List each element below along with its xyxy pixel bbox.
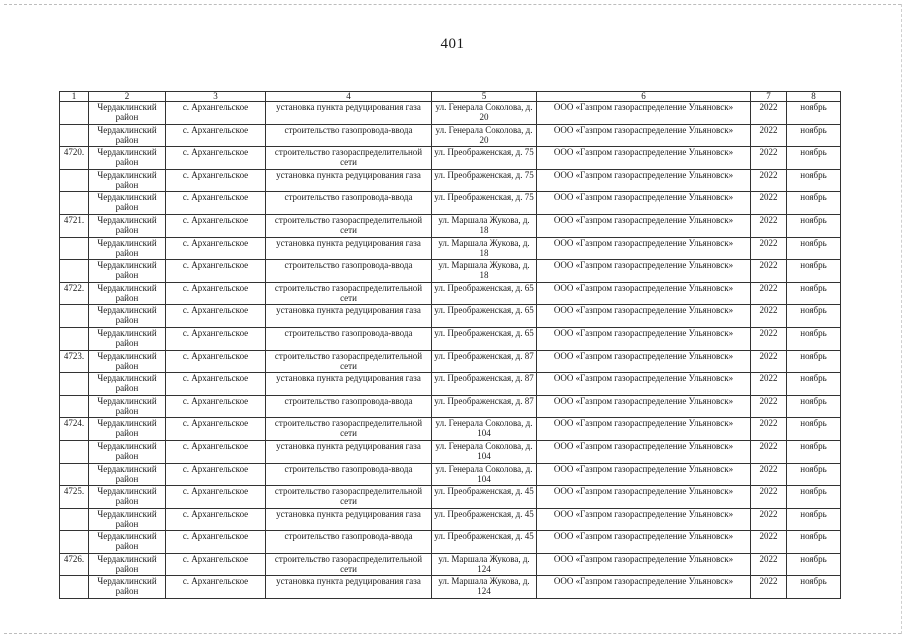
organization-cell: ООО «Газпром газораспределение Ульяновск» bbox=[537, 192, 751, 215]
organization-cell: ООО «Газпром газораспределение Ульяновск» bbox=[537, 350, 751, 373]
region-cell: Чердаклинский район bbox=[89, 305, 166, 328]
year-cell: 2022 bbox=[751, 192, 787, 215]
month-cell: ноябрь bbox=[787, 102, 841, 125]
locality-cell: с. Архангельское bbox=[166, 260, 266, 283]
address-cell: ул. Преображенская, д. 75 bbox=[432, 192, 537, 215]
table-row bbox=[60, 418, 841, 441]
gasification-table bbox=[59, 91, 841, 599]
year-cell: 2022 bbox=[751, 305, 787, 328]
header-col-3: 3 bbox=[166, 92, 266, 102]
region-cell: Чердаклинский район bbox=[89, 327, 166, 350]
header-col-2: 2 bbox=[89, 92, 166, 102]
work-type-cell: установка пункта редуцирования газа bbox=[266, 440, 432, 463]
row-number bbox=[60, 508, 89, 531]
address-cell: ул. Преображенская, д. 65 bbox=[432, 282, 537, 305]
row-number bbox=[60, 260, 89, 283]
top-border-line bbox=[4, 4, 901, 5]
month-cell: ноябрь bbox=[787, 192, 841, 215]
locality-cell: с. Архангельское bbox=[166, 192, 266, 215]
year-cell: 2022 bbox=[751, 282, 787, 305]
locality-cell: с. Архангельское bbox=[166, 327, 266, 350]
organization-cell: ООО «Газпром газораспределение Ульяновск» bbox=[537, 440, 751, 463]
organization-cell: ООО «Газпром газораспределение Ульяновск» bbox=[537, 486, 751, 509]
year-cell: 2022 bbox=[751, 124, 787, 147]
page-number: 401 bbox=[440, 36, 465, 52]
address-cell: ул. Генерала Соколова, д. 20 bbox=[432, 124, 537, 147]
work-type-cell: строительство газопровода-ввода bbox=[266, 531, 432, 554]
row-number bbox=[60, 169, 89, 192]
year-cell: 2022 bbox=[751, 508, 787, 531]
work-type-cell: строительство газопровода-ввода bbox=[266, 260, 432, 283]
locality-cell: с. Архангельское bbox=[166, 102, 266, 125]
month-cell: ноябрь bbox=[787, 440, 841, 463]
locality-cell: с. Архангельское bbox=[166, 463, 266, 486]
locality-cell: с. Архангельское bbox=[166, 553, 266, 576]
header-col-7: 7 bbox=[751, 92, 787, 102]
row-number bbox=[60, 373, 89, 396]
month-cell: ноябрь bbox=[787, 327, 841, 350]
organization-cell: ООО «Газпром газораспределение Ульяновск» bbox=[537, 147, 751, 170]
table-row bbox=[60, 395, 841, 418]
table-row bbox=[60, 350, 841, 373]
table-row bbox=[60, 576, 841, 599]
address-cell: ул. Преображенская, д. 87 bbox=[432, 373, 537, 396]
right-border-line bbox=[901, 4, 902, 634]
year-cell: 2022 bbox=[751, 260, 787, 283]
table-row bbox=[60, 282, 841, 305]
year-cell: 2022 bbox=[751, 440, 787, 463]
month-cell: ноябрь bbox=[787, 237, 841, 260]
locality-cell: с. Архангельское bbox=[166, 282, 266, 305]
region-cell: Чердаклинский район bbox=[89, 395, 166, 418]
row-number: 4721. bbox=[60, 214, 89, 237]
work-type-cell: строительство газопровода-ввода bbox=[266, 192, 432, 215]
organization-cell: ООО «Газпром газораспределение Ульяновск» bbox=[537, 169, 751, 192]
year-cell: 2022 bbox=[751, 237, 787, 260]
locality-cell: с. Архангельское bbox=[166, 169, 266, 192]
address-cell: ул. Маршала Жукова, д. 18 bbox=[432, 214, 537, 237]
table-row bbox=[60, 214, 841, 237]
address-cell: ул. Преображенская, д. 45 bbox=[432, 531, 537, 554]
locality-cell: с. Архангельское bbox=[166, 440, 266, 463]
row-number bbox=[60, 237, 89, 260]
work-type-cell: строительство газопровода-ввода bbox=[266, 327, 432, 350]
address-cell: ул. Маршала Жукова, д. 124 bbox=[432, 576, 537, 599]
row-number bbox=[60, 305, 89, 328]
header-col-4: 4 bbox=[266, 92, 432, 102]
month-cell: ноябрь bbox=[787, 305, 841, 328]
row-number bbox=[60, 395, 89, 418]
address-cell: ул. Маршала Жукова, д. 124 bbox=[432, 553, 537, 576]
year-cell: 2022 bbox=[751, 350, 787, 373]
row-number: 4724. bbox=[60, 418, 89, 441]
row-number bbox=[60, 327, 89, 350]
header-row bbox=[60, 92, 841, 102]
address-cell: ул. Преображенская, д. 75 bbox=[432, 147, 537, 170]
address-cell: ул. Генерала Соколова, д. 104 bbox=[432, 440, 537, 463]
work-type-cell: установка пункта редуцирования газа bbox=[266, 373, 432, 396]
work-type-cell: установка пункта редуцирования газа bbox=[266, 169, 432, 192]
address-cell: ул. Преображенская, д. 65 bbox=[432, 305, 537, 328]
row-number: 4722. bbox=[60, 282, 89, 305]
locality-cell: с. Архангельское bbox=[166, 486, 266, 509]
address-cell: ул. Преображенская, д. 45 bbox=[432, 486, 537, 509]
locality-cell: с. Архангельское bbox=[166, 508, 266, 531]
organization-cell: ООО «Газпром газораспределение Ульяновск» bbox=[537, 508, 751, 531]
year-cell: 2022 bbox=[751, 418, 787, 441]
year-cell: 2022 bbox=[751, 395, 787, 418]
work-type-cell: строительство газораспределительной сети bbox=[266, 553, 432, 576]
organization-cell: ООО «Газпром газораспределение Ульяновск» bbox=[537, 553, 751, 576]
region-cell: Чердаклинский район bbox=[89, 124, 166, 147]
region-cell: Чердаклинский район bbox=[89, 260, 166, 283]
work-type-cell: установка пункта редуцирования газа bbox=[266, 102, 432, 125]
table-row bbox=[60, 531, 841, 554]
work-type-cell: строительство газопровода-ввода bbox=[266, 124, 432, 147]
region-cell: Чердаклинский район bbox=[89, 418, 166, 441]
row-number bbox=[60, 440, 89, 463]
table-row bbox=[60, 463, 841, 486]
month-cell: ноябрь bbox=[787, 553, 841, 576]
organization-cell: ООО «Газпром газораспределение Ульяновск» bbox=[537, 237, 751, 260]
year-cell: 2022 bbox=[751, 553, 787, 576]
table-row bbox=[60, 102, 841, 125]
region-cell: Чердаклинский район bbox=[89, 508, 166, 531]
organization-cell: ООО «Газпром газораспределение Ульяновск» bbox=[537, 418, 751, 441]
locality-cell: с. Архангельское bbox=[166, 395, 266, 418]
work-type-cell: строительство газораспределительной сети bbox=[266, 214, 432, 237]
organization-cell: ООО «Газпром газораспределение Ульяновск» bbox=[537, 282, 751, 305]
table-row bbox=[60, 486, 841, 509]
year-cell: 2022 bbox=[751, 327, 787, 350]
region-cell: Чердаклинский район bbox=[89, 531, 166, 554]
month-cell: ноябрь bbox=[787, 350, 841, 373]
locality-cell: с. Архангельское bbox=[166, 214, 266, 237]
organization-cell: ООО «Газпром газораспределение Ульяновск» bbox=[537, 305, 751, 328]
region-cell: Чердаклинский район bbox=[89, 192, 166, 215]
address-cell: ул. Генерала Соколова, д. 20 bbox=[432, 102, 537, 125]
work-type-cell: установка пункта редуцирования газа bbox=[266, 237, 432, 260]
organization-cell: ООО «Газпром газораспределение Ульяновск» bbox=[537, 531, 751, 554]
address-cell: ул. Преображенская, д. 65 bbox=[432, 327, 537, 350]
region-cell: Чердаклинский район bbox=[89, 147, 166, 170]
table-row bbox=[60, 440, 841, 463]
month-cell: ноябрь bbox=[787, 486, 841, 509]
month-cell: ноябрь bbox=[787, 214, 841, 237]
region-cell: Чердаклинский район bbox=[89, 282, 166, 305]
table-header bbox=[60, 92, 841, 102]
row-number bbox=[60, 463, 89, 486]
month-cell: ноябрь bbox=[787, 508, 841, 531]
address-cell: ул. Преображенская, д. 87 bbox=[432, 350, 537, 373]
work-type-cell: строительство газораспределительной сети bbox=[266, 350, 432, 373]
address-cell: ул. Генерала Соколова, д. 104 bbox=[432, 418, 537, 441]
month-cell: ноябрь bbox=[787, 169, 841, 192]
organization-cell: ООО «Газпром газораспределение Ульяновск» bbox=[537, 373, 751, 396]
organization-cell: ООО «Газпром газораспределение Ульяновск» bbox=[537, 124, 751, 147]
work-type-cell: установка пункта редуцирования газа bbox=[266, 508, 432, 531]
work-type-cell: установка пункта редуцирования газа bbox=[266, 305, 432, 328]
locality-cell: с. Архангельское bbox=[166, 373, 266, 396]
table-row bbox=[60, 327, 841, 350]
header-col-1: 1 bbox=[60, 92, 89, 102]
header-col-5: 5 bbox=[432, 92, 537, 102]
organization-cell: ООО «Газпром газораспределение Ульяновск» bbox=[537, 395, 751, 418]
table-row bbox=[60, 124, 841, 147]
month-cell: ноябрь bbox=[787, 260, 841, 283]
organization-cell: ООО «Газпром газораспределение Ульяновск» bbox=[537, 576, 751, 599]
row-number bbox=[60, 102, 89, 125]
header-col-6: 6 bbox=[537, 92, 751, 102]
month-cell: ноябрь bbox=[787, 418, 841, 441]
organization-cell: ООО «Газпром газораспределение Ульяновск» bbox=[537, 214, 751, 237]
region-cell: Чердаклинский район bbox=[89, 102, 166, 125]
work-type-cell: строительство газораспределительной сети bbox=[266, 282, 432, 305]
region-cell: Чердаклинский район bbox=[89, 486, 166, 509]
locality-cell: с. Архангельское bbox=[166, 418, 266, 441]
locality-cell: с. Архангельское bbox=[166, 305, 266, 328]
bottom-border-line bbox=[4, 633, 901, 634]
locality-cell: с. Архангельское bbox=[166, 350, 266, 373]
address-cell: ул. Преображенская, д. 87 bbox=[432, 395, 537, 418]
work-type-cell: установка пункта редуцирования газа bbox=[266, 576, 432, 599]
row-number: 4723. bbox=[60, 350, 89, 373]
month-cell: ноябрь bbox=[787, 395, 841, 418]
month-cell: ноябрь bbox=[787, 576, 841, 599]
row-number bbox=[60, 192, 89, 215]
table-row bbox=[60, 260, 841, 283]
table-row bbox=[60, 553, 841, 576]
table-row bbox=[60, 169, 841, 192]
organization-cell: ООО «Газпром газораспределение Ульяновск» bbox=[537, 463, 751, 486]
row-number bbox=[60, 576, 89, 599]
region-cell: Чердаклинский район bbox=[89, 237, 166, 260]
work-type-cell: строительство газораспределительной сети bbox=[266, 147, 432, 170]
month-cell: ноябрь bbox=[787, 373, 841, 396]
table-row bbox=[60, 192, 841, 215]
address-cell: ул. Маршала Жукова, д. 18 bbox=[432, 237, 537, 260]
year-cell: 2022 bbox=[751, 169, 787, 192]
work-type-cell: строительство газораспределительной сети bbox=[266, 418, 432, 441]
month-cell: ноябрь bbox=[787, 531, 841, 554]
month-cell: ноябрь bbox=[787, 282, 841, 305]
address-cell: ул. Генерала Соколова, д. 104 bbox=[432, 463, 537, 486]
table-row bbox=[60, 373, 841, 396]
locality-cell: с. Архангельское bbox=[166, 237, 266, 260]
locality-cell: с. Архангельское bbox=[166, 576, 266, 599]
row-number: 4725. bbox=[60, 486, 89, 509]
region-cell: Чердаклинский район bbox=[89, 463, 166, 486]
locality-cell: с. Архангельское bbox=[166, 147, 266, 170]
row-number bbox=[60, 124, 89, 147]
year-cell: 2022 bbox=[751, 576, 787, 599]
address-cell: ул. Маршала Жукова, д. 18 bbox=[432, 260, 537, 283]
work-type-cell: строительство газопровода-ввода bbox=[266, 463, 432, 486]
table-body bbox=[60, 102, 841, 599]
work-type-cell: строительство газораспределительной сети bbox=[266, 486, 432, 509]
year-cell: 2022 bbox=[751, 214, 787, 237]
work-type-cell: строительство газопровода-ввода bbox=[266, 395, 432, 418]
region-cell: Чердаклинский район bbox=[89, 350, 166, 373]
region-cell: Чердаклинский район bbox=[89, 373, 166, 396]
locality-cell: с. Архангельское bbox=[166, 124, 266, 147]
organization-cell: ООО «Газпром газораспределение Ульяновск» bbox=[537, 102, 751, 125]
organization-cell: ООО «Газпром газораспределение Ульяновск» bbox=[537, 327, 751, 350]
region-cell: Чердаклинский район bbox=[89, 553, 166, 576]
month-cell: ноябрь bbox=[787, 147, 841, 170]
region-cell: Чердаклинский район bbox=[89, 214, 166, 237]
year-cell: 2022 bbox=[751, 102, 787, 125]
year-cell: 2022 bbox=[751, 531, 787, 554]
locality-cell: с. Архангельское bbox=[166, 531, 266, 554]
region-cell: Чердаклинский район bbox=[89, 576, 166, 599]
row-number: 4720. bbox=[60, 147, 89, 170]
year-cell: 2022 bbox=[751, 147, 787, 170]
table-row bbox=[60, 508, 841, 531]
month-cell: ноябрь bbox=[787, 124, 841, 147]
address-cell: ул. Преображенская, д. 75 bbox=[432, 169, 537, 192]
region-cell: Чердаклинский район bbox=[89, 169, 166, 192]
table-row bbox=[60, 147, 841, 170]
table-row bbox=[60, 305, 841, 328]
table-row bbox=[60, 237, 841, 260]
year-cell: 2022 bbox=[751, 373, 787, 396]
organization-cell: ООО «Газпром газораспределение Ульяновск» bbox=[537, 260, 751, 283]
year-cell: 2022 bbox=[751, 463, 787, 486]
row-number bbox=[60, 531, 89, 554]
header-col-8: 8 bbox=[787, 92, 841, 102]
region-cell: Чердаклинский район bbox=[89, 440, 166, 463]
month-cell: ноябрь bbox=[787, 463, 841, 486]
row-number: 4726. bbox=[60, 553, 89, 576]
year-cell: 2022 bbox=[751, 486, 787, 509]
address-cell: ул. Преображенская, д. 45 bbox=[432, 508, 537, 531]
